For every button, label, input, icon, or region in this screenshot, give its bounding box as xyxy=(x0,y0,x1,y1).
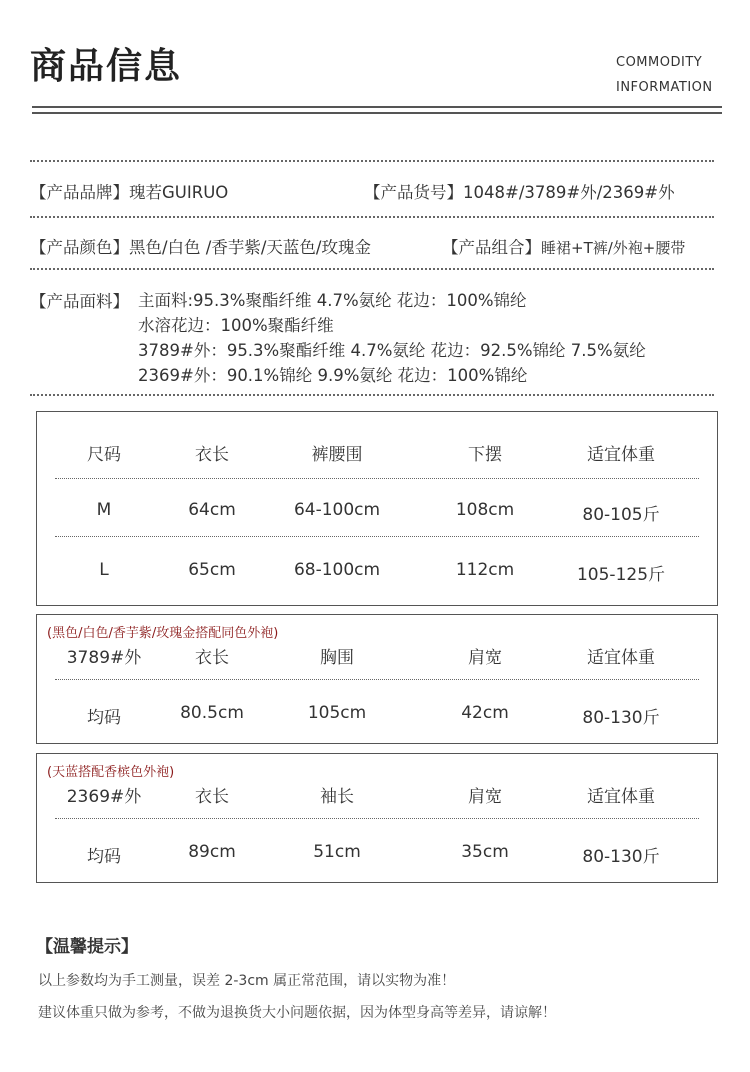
sku-value: 1048#/3789#外/2369#外 xyxy=(463,183,675,202)
tip-line: 建议体重只做为参考，不做为退换货大小问题依据，因为体型身高等差异，请谅解！ xyxy=(38,1005,556,1021)
fabric-label: 【产品面料】 xyxy=(30,292,129,311)
table-divider xyxy=(55,536,699,537)
sku-label: 【产品货号】 xyxy=(364,183,463,202)
robe-3789-table xyxy=(36,614,718,744)
table-cell: M xyxy=(96,500,112,520)
sku-row xyxy=(364,179,675,203)
header-cell: 尺码 xyxy=(87,445,121,465)
page-title: 商品信息 xyxy=(30,46,183,87)
table-cell: 35cm xyxy=(461,842,509,862)
header-cell: 衣长 xyxy=(195,648,229,668)
table-cell: 64-100cm xyxy=(293,500,381,520)
table-cell: 80-130斤 xyxy=(582,847,660,867)
table-cell: 42cm xyxy=(461,703,509,723)
header-cell: 适宜体重 xyxy=(587,787,655,807)
table-cell: 68-100cm xyxy=(293,560,381,580)
brand-row xyxy=(30,179,228,203)
table-cell: 80.5cm xyxy=(180,703,244,723)
color-label: 【产品颜色】 xyxy=(30,238,129,257)
table-cell: 80-130斤 xyxy=(582,708,660,728)
table-cell: 105-125斤 xyxy=(576,565,666,585)
color-row xyxy=(30,234,371,258)
header-cell: 袖长 xyxy=(320,787,354,807)
header-cell: 衣长 xyxy=(195,445,229,465)
header-cell: 衣长 xyxy=(195,787,229,807)
header-cell: 裤腰围 xyxy=(311,445,363,465)
divider xyxy=(30,160,714,162)
header-cell: 肩宽 xyxy=(468,648,502,668)
table-divider xyxy=(55,679,699,680)
table-cell: 112cm xyxy=(455,560,515,580)
tips-title: 【温馨提示】 xyxy=(36,937,138,957)
table-cell: 65cm xyxy=(188,560,236,580)
title-en-line1: COMMODITY xyxy=(616,55,703,70)
robe-note: (天蓝搭配香槟色外袍) xyxy=(47,765,175,780)
title-en-line2: INFORMATION xyxy=(616,80,713,95)
fabric-line: 水溶花边：100%聚酯纤维 xyxy=(138,316,334,335)
fabric-line: 3789#外：95.3%聚酯纤维 4.7%氨纶 花边：92.5%锦纶 7.5%氨纶 xyxy=(138,341,646,360)
header-rule-bottom xyxy=(32,112,722,114)
fabric-line: 2369#外：90.1%锦纶 9.9%氨纶 花边：100%锦纶 xyxy=(138,366,528,385)
page-title-english xyxy=(616,50,713,100)
color-value: 黑色/白色 /香芋紫/天蓝色/玫瑰金 xyxy=(129,238,371,257)
header-rule-top xyxy=(32,106,722,108)
divider xyxy=(30,216,714,218)
table-cell: 均码 xyxy=(87,708,121,728)
combo-row xyxy=(442,234,685,258)
table-cell: 80-105斤 xyxy=(582,505,660,525)
brand-value: 瑰若GUIRUO xyxy=(129,183,229,202)
table-cell: 89cm xyxy=(188,842,236,862)
brand-label: 【产品品牌】 xyxy=(30,183,129,202)
table-cell: 均码 xyxy=(87,847,121,867)
table-cell: 51cm xyxy=(313,842,361,862)
size-table xyxy=(36,411,718,606)
table-cell: 105cm xyxy=(307,703,367,723)
table-cell: 108cm xyxy=(455,500,515,520)
header-cell: 胸围 xyxy=(320,648,354,668)
header-cell: 2369#外 xyxy=(66,787,142,807)
table-divider xyxy=(55,818,699,819)
table-cell: L xyxy=(99,560,109,580)
header-cell: 3789#外 xyxy=(66,648,142,668)
divider xyxy=(30,394,714,396)
robe-2369-table xyxy=(36,753,718,883)
header-cell: 适宜体重 xyxy=(587,445,655,465)
fabric-line: 主面料:95.3%聚酯纤维 4.7%氨纶 花边：100%锦纶 xyxy=(138,291,527,310)
header-cell: 肩宽 xyxy=(468,787,502,807)
divider xyxy=(30,268,714,270)
header-cell: 适宜体重 xyxy=(587,648,655,668)
combo-label: 【产品组合】 xyxy=(442,238,541,257)
tip-line: 以上参数均为手工测量，误差 2-3cm 属正常范围，请以实物为准！ xyxy=(38,973,456,989)
robe-note: (黑色/白色/香芋紫/玫瑰金搭配同色外袍) xyxy=(47,626,279,641)
table-cell: 64cm xyxy=(188,500,236,520)
combo-value: 睡裙+T裤/外袍+腰带 xyxy=(541,239,686,257)
fabric-lines xyxy=(138,288,646,388)
header-cell: 下摆 xyxy=(468,445,502,465)
table-divider xyxy=(55,478,699,479)
